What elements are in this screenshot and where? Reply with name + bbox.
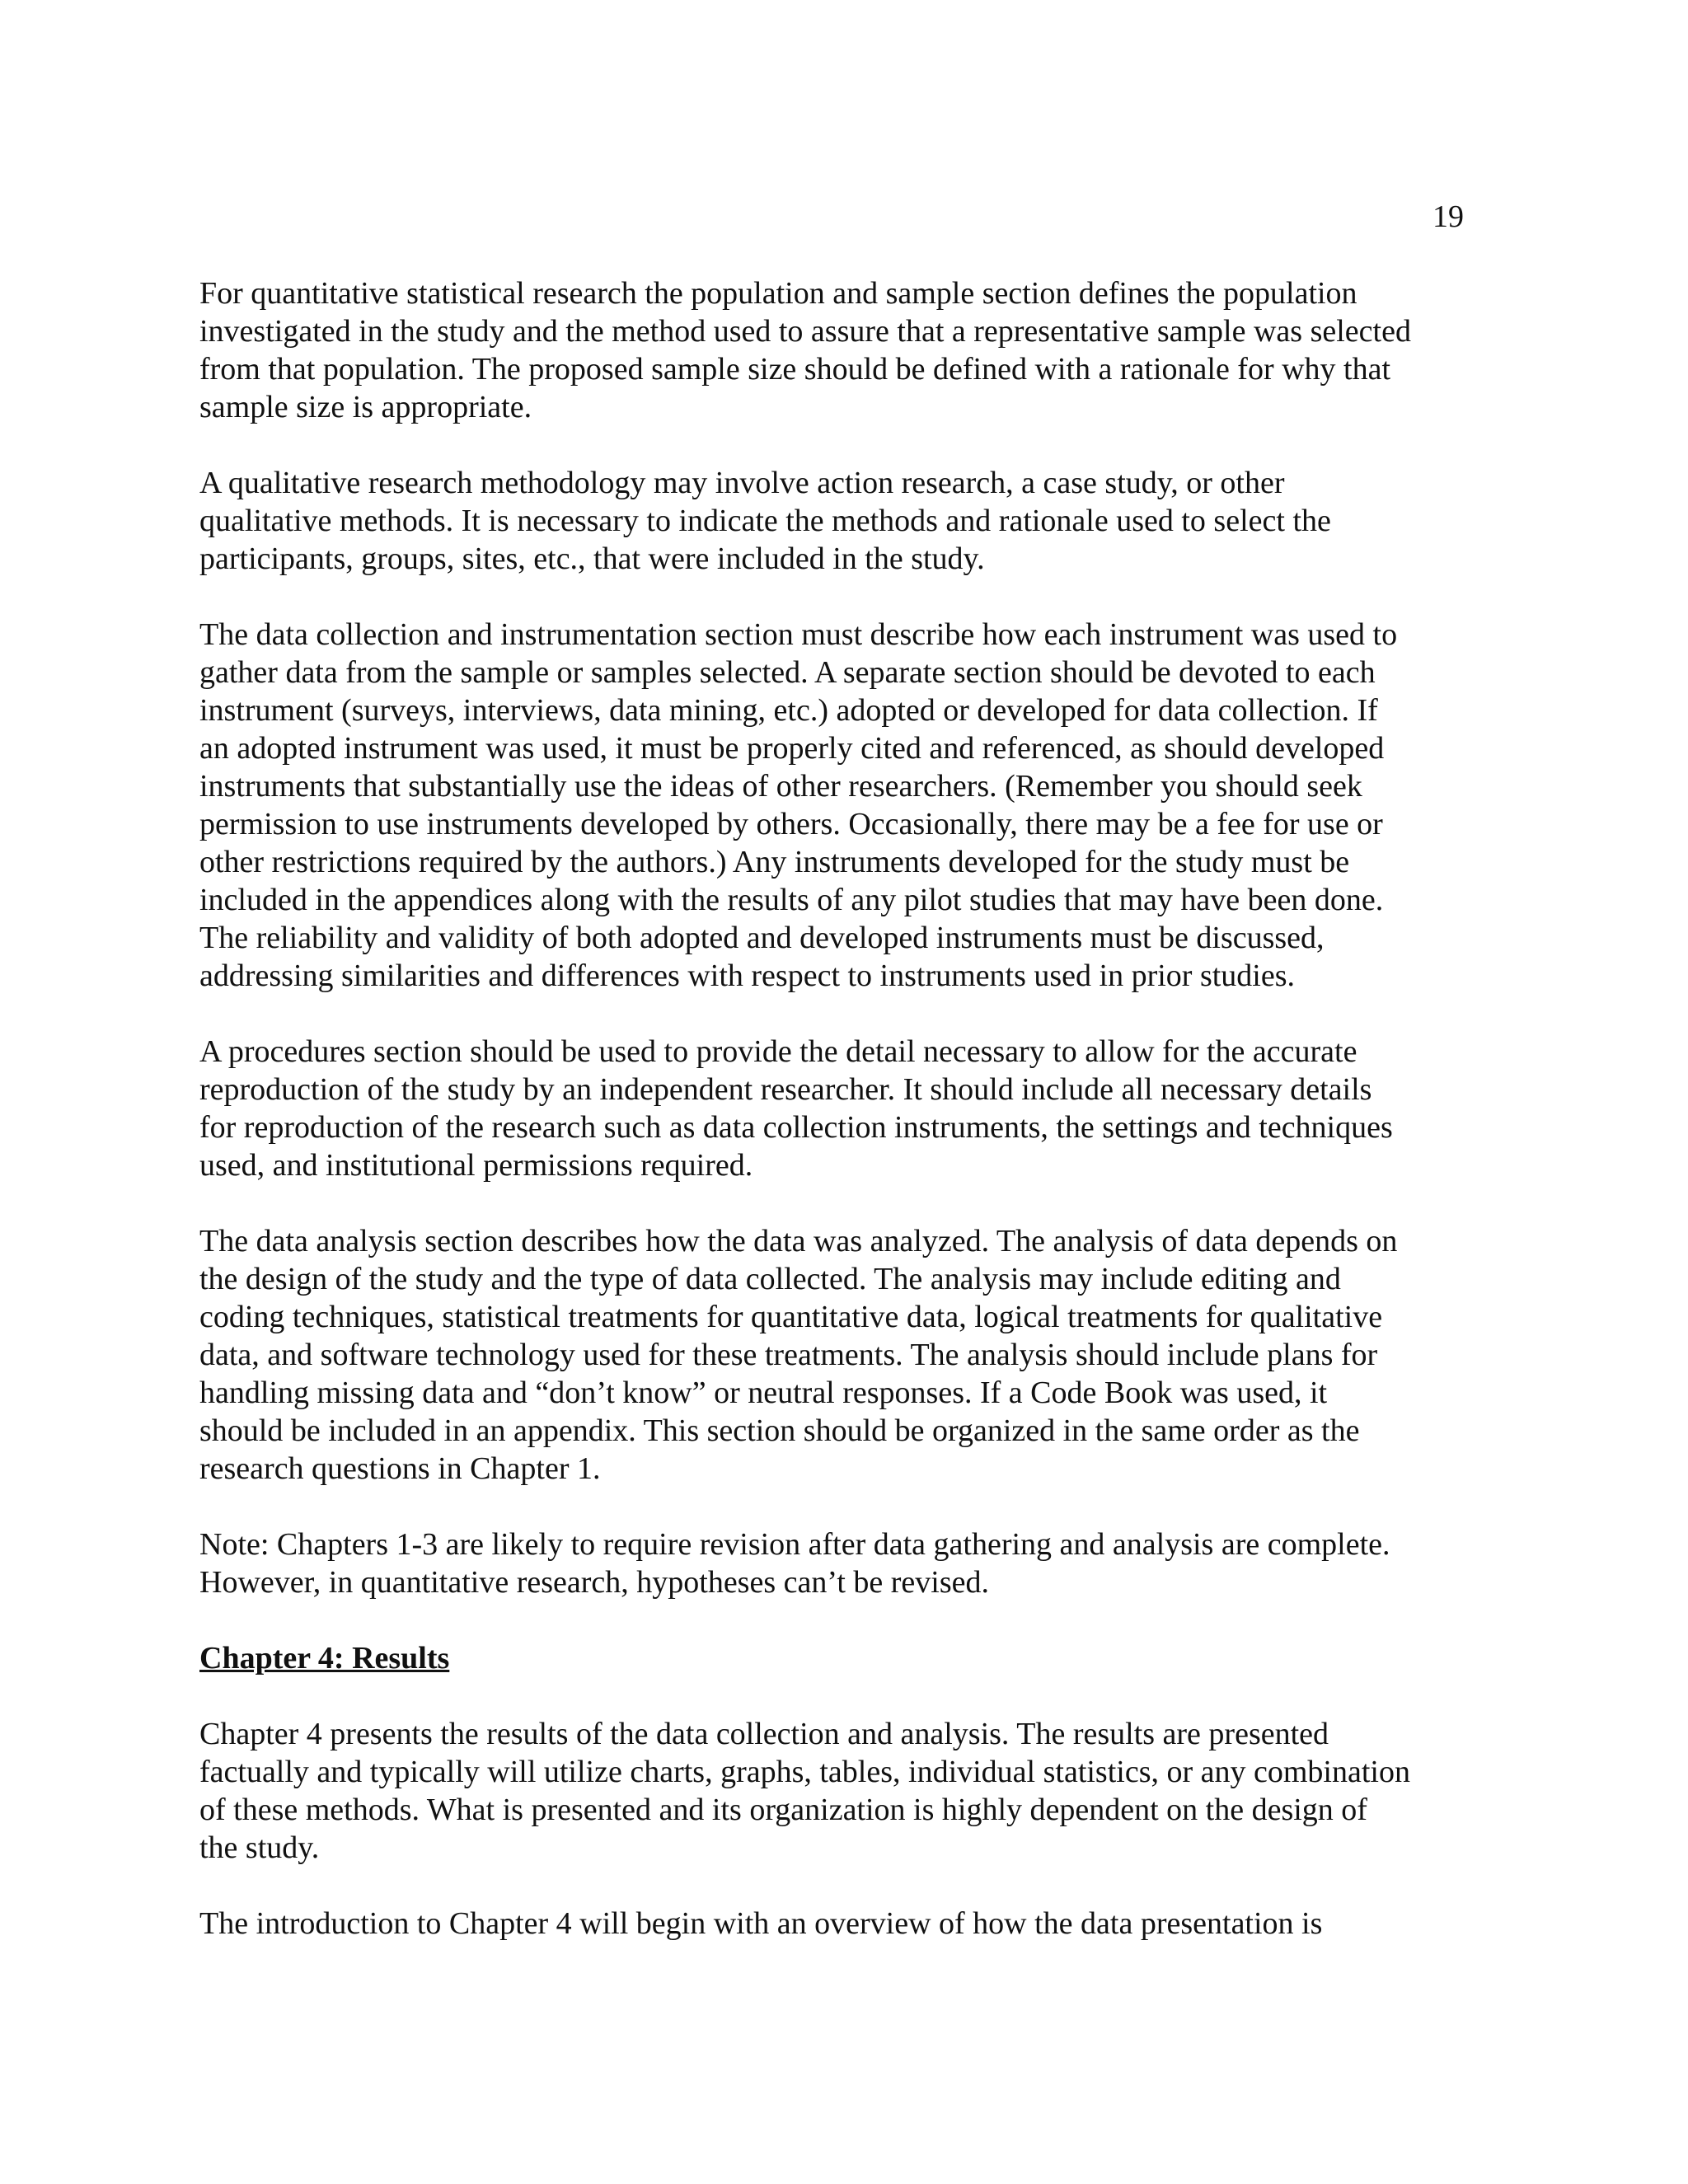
text-line: participants, groups, sites, etc., that were included in the study. [199,541,985,576]
text-line: gather data from the sample or samples selected. A separate section should be devoted to each [199,655,1376,690]
text-line: The data analysis section describes how the data was analyzed. The analysis of data depends on [199,1224,1398,1258]
text-line: investigated in the study and the method used to assure that a representative sample was selected [199,314,1411,349]
paragraph [199,1526,1505,1601]
text-line: the design of the study and the type of data collected. The analysis may include editing and [199,1262,1341,1296]
text-line: sample size is appropriate. [199,390,532,424]
text-line: addressing similarities and differences with respect to instruments used in prior studies. [199,958,1296,993]
text-line: For quantitative statistical research the population and sample section defines the population [199,276,1357,311]
text-line: of these methods. What is presented and its organization is highly dependent on the design of [199,1793,1367,1827]
text-line: A procedures section should be used to provide the detail necessary to allow for the accurate [199,1034,1357,1069]
page-number: 19 [1432,199,1464,234]
text-line: handling missing data and “don’t know” or neutral responses. If a Code Book was used, it [199,1376,1328,1410]
text-line: coding techniques, statistical treatments for quantitative data, logical treatments for qualitative [199,1300,1383,1334]
text-line: research questions in Chapter 1. [199,1451,601,1486]
text-line: from that population. The proposed sample size should be defined with a rationale for why that [199,352,1391,387]
text-line: Note: Chapters 1-3 are likely to require revision after data gathering and analysis are complete. [199,1527,1390,1562]
text-line: instrument (surveys, interviews, data mining, etc.) adopted or developed for data collection. If [199,693,1378,728]
text-line: reproduction of the study by an independent researcher. It should include all necessary details [199,1072,1372,1107]
text-line: other restrictions required by the authors.) Any instruments developed for the study must be [199,845,1350,879]
paragraph [199,1715,1505,1867]
text-line: for reproduction of the research such as data collection instruments, the settings and techniques [199,1110,1393,1145]
text-line: However, in quantitative research, hypotheses can’t be revised. [199,1565,989,1600]
text-line: permission to use instruments developed by others. Occasionally, there may be a fee for use or [199,807,1383,841]
paragraph [199,1905,1505,1943]
text-line: The reliability and validity of both adopted and developed instruments must be discussed, [199,921,1325,955]
paragraph [199,616,1505,995]
text-line: A qualitative research methodology may involve action research, a case study, or other [199,466,1285,500]
section-before-heading [199,274,1505,1601]
text-line: an adopted instrument was used, it must be properly cited and referenced, as should developed [199,731,1385,766]
text-line: should be included in an appendix. This section should be organized in the same order as the [199,1413,1360,1448]
text-line: The introduction to Chapter 4 will begin with an overview of how the data presentation is [199,1906,1323,1941]
chapter-heading: Chapter 4: Results [199,1641,450,1675]
text-line: the study. [199,1830,320,1865]
text-line: Chapter 4 presents the results of the data collection and analysis. The results are presented [199,1717,1329,1751]
paragraph [199,464,1505,578]
paragraph [199,1033,1505,1184]
document-body [199,274,1505,1980]
text-line: The data collection and instrumentation section must describe how each instrument was used to [199,617,1398,652]
text-line: factually and typically will utilize charts, graphs, tables, individual statistics, or any combination [199,1755,1410,1789]
text-line: qualitative methods. It is necessary to indicate the methods and rationale used to select the [199,504,1331,538]
text-line: included in the appendices along with the results of any pilot studies that may have been done. [199,883,1384,917]
paragraph [199,274,1505,426]
text-line: used, and institutional permissions required. [199,1148,753,1183]
text-line: instruments that substantially use the ideas of other researchers. (Remember you should seek [199,769,1362,804]
section-after-heading [199,1715,1505,1943]
paragraph [199,1222,1505,1488]
text-line: data, and software technology used for these treatments. The analysis should include plans for [199,1338,1378,1372]
